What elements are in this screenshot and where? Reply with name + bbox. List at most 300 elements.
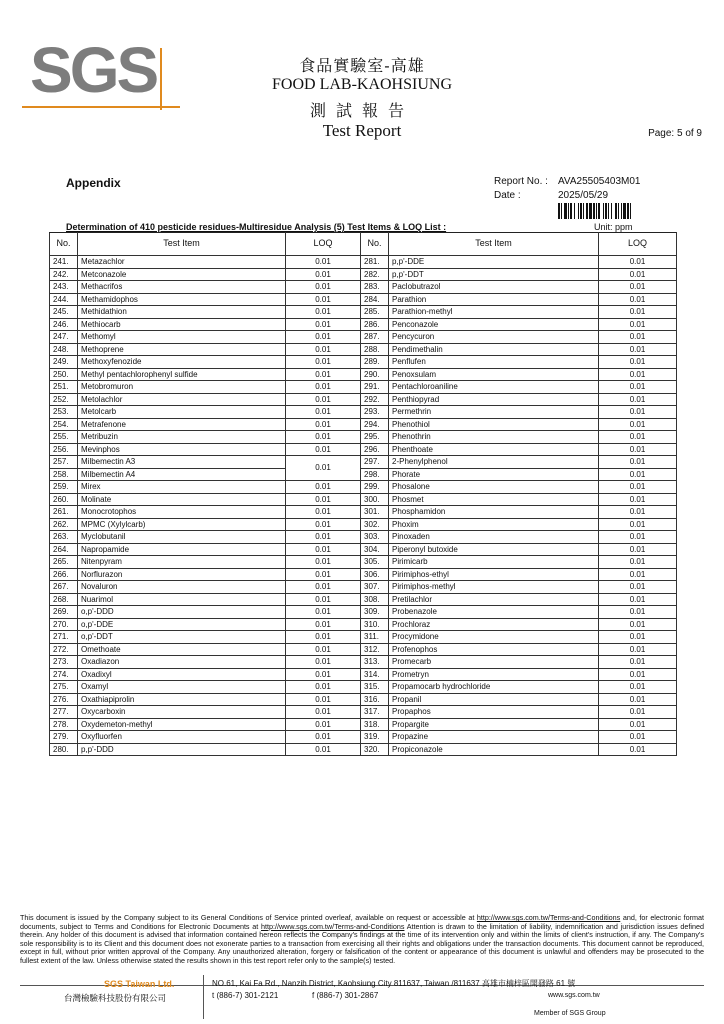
left-loq: 0.01 [286,418,361,431]
right-test-item: Promecarb [389,656,599,669]
table-row [50,318,677,331]
barcode-bar [561,203,562,219]
right-test-item: Phosmet [389,493,599,506]
left-loq: 0.01 [286,731,361,744]
left-test-item: Oxyfluorfen [78,731,286,744]
right-row-no: 285. [361,306,389,319]
right-loq: 0.01 [599,731,677,744]
left-row-no: 277. [50,706,78,719]
left-test-item: Oxathiapiprolin [78,693,286,706]
barcode-bar [630,203,631,219]
right-test-item: Phoxim [389,518,599,531]
right-test-item: Phorate [389,468,599,481]
left-test-item: Metazachlor [78,256,286,269]
left-test-item: Monocrotophos [78,506,286,519]
left-row-no: 262. [50,518,78,531]
right-loq: 0.01 [599,318,677,331]
table-row [50,268,677,281]
left-test-item: Methidathion [78,306,286,319]
col-loq-right: LOQ [599,233,677,256]
left-loq: 0.01 [286,643,361,656]
left-loq: 0.01 [286,656,361,669]
barcode-bar [621,203,622,219]
right-row-no: 320. [361,743,389,756]
left-loq: 0.01 [286,706,361,719]
left-loq: 0.01 [286,381,361,394]
right-row-no: 317. [361,706,389,719]
report-title: Test Report [322,121,402,140]
left-row-no: 265. [50,556,78,569]
right-test-item: Pencycuron [389,331,599,344]
right-row-no: 306. [361,568,389,581]
table-row [50,406,677,419]
right-row-no: 314. [361,668,389,681]
right-row-no: 282. [361,268,389,281]
left-test-item: Molinate [78,493,286,506]
right-row-no: 289. [361,356,389,369]
barcode-bar [603,203,604,219]
left-row-no: 244. [50,293,78,306]
left-test-item: Oxycarboxin [78,706,286,719]
left-row-no: 263. [50,531,78,544]
right-test-item: Parathion-methyl [389,306,599,319]
left-test-item: MPMC (Xylylcarb) [78,518,286,531]
table-header-row [50,233,677,256]
table-row [50,581,677,594]
right-row-no: 302. [361,518,389,531]
left-test-item: Metobromuron [78,381,286,394]
right-test-item: Piperonyl butoxide [389,543,599,556]
left-loq: 0.01 [286,531,361,544]
left-row-no: 249. [50,356,78,369]
left-test-item: Methoxyfenozide [78,356,286,369]
table-row [50,468,677,481]
col-no-right: No. [361,233,389,256]
left-loq: 0.01 [286,693,361,706]
right-loq: 0.01 [599,506,677,519]
left-loq: 0.01 [286,406,361,419]
page-number: Page: 5 of 9 [648,128,702,139]
left-loq: 0.01 [286,618,361,631]
table-row [50,306,677,319]
right-loq: 0.01 [599,381,677,394]
right-loq: 0.01 [599,618,677,631]
right-loq: 0.01 [599,581,677,594]
left-loq: 0.01 [286,481,361,494]
right-test-item: Phenothrin [389,431,599,444]
left-loq: 0.01 [286,568,361,581]
left-test-item: Methoprene [78,343,286,356]
right-loq: 0.01 [599,681,677,694]
table-row [50,518,677,531]
left-row-no: 243. [50,281,78,294]
right-row-no: 301. [361,506,389,519]
right-test-item: Penflufen [389,356,599,369]
barcode-bar [558,203,560,219]
right-test-item: Prometryn [389,668,599,681]
right-test-item: Phenothiol [389,418,599,431]
right-test-item: Pirimiphos-ethyl [389,568,599,581]
right-loq: 0.01 [599,281,677,294]
right-test-item: Permethrin [389,406,599,419]
right-test-item: Pretilachlor [389,593,599,606]
right-loq: 0.01 [599,656,677,669]
left-loq: 0.01 [286,743,361,756]
right-loq: 0.01 [599,456,677,469]
right-test-item: Phosphamidon [389,506,599,519]
left-test-item: Metolachlor [78,393,286,406]
right-row-no: 288. [361,343,389,356]
table-row [50,631,677,644]
barcode-bar [608,203,609,219]
table-row [50,356,677,369]
left-row-no: 275. [50,681,78,694]
barcode-bar [568,203,569,219]
table-row [50,368,677,381]
left-test-item: Mevinphos [78,443,286,456]
report-no-label: Report No. : [494,176,548,187]
left-row-no: 272. [50,643,78,656]
table-row [50,643,677,656]
table-row [50,606,677,619]
left-loq: 0.01 [286,593,361,606]
right-row-no: 290. [361,368,389,381]
left-test-item: Nitenpyram [78,556,286,569]
right-loq: 0.01 [599,668,677,681]
table-row [50,343,677,356]
footer-vertical-divider [203,975,204,1019]
barcode-bar [627,203,629,219]
right-row-no: 281. [361,256,389,269]
disclaimer-part-3: Attention is drawn to the limitation of liability, indemnification and jurisdiction issues defined therein. Any holder of this document is advised that information contained hereon reflects the Company's findings at the time of its intervention only and within the limits of client's instruction, if any. The Company's sole responsibility is to its Client and this document does not exonerate parties to a transaction from exercising all their rights and obligations under the transaction documents. This document cannot be reproduced, except in full, without prior written approval of the Company. Any unauthorized alteration, forgery or falsification of the content or appearance of this document is unlawful and offenders may be prosecuted to the fullest extent of the law. Unless otherwise stated the results shown in this test report refer only to the sample(s) tested. [20,921,705,965]
right-loq: 0.01 [599,531,677,544]
right-loq: 0.01 [599,431,677,444]
right-test-item: Penconazole [389,318,599,331]
left-test-item: p,p'-DDD [78,743,286,756]
right-loq: 0.01 [599,331,677,344]
right-loq: 0.01 [599,293,677,306]
right-row-no: 283. [361,281,389,294]
barcode-bar [564,203,567,219]
col-item-right: Test Item [389,233,599,256]
table-row [50,693,677,706]
right-loq: 0.01 [599,443,677,456]
right-loq: 0.01 [599,268,677,281]
right-row-no: 296. [361,443,389,456]
left-loq: 0.01 [286,293,361,306]
table-row [50,431,677,444]
right-row-no: 298. [361,468,389,481]
table-row [50,456,677,469]
barcode-bar [596,203,597,219]
left-test-item: Metconazole [78,268,286,281]
left-loq: 0.01 [286,443,361,456]
left-row-no: 245. [50,306,78,319]
unit-label: Unit: ppm [594,222,633,232]
right-row-no: 303. [361,531,389,544]
right-test-item: Propiconazole [389,743,599,756]
header-english-lab: FOOD LAB-KAOHSIUNG [272,76,452,93]
right-loq: 0.01 [599,256,677,269]
table-row [50,531,677,544]
left-row-no: 258. [50,468,78,481]
right-test-item: Parathion [389,293,599,306]
table-row [50,381,677,394]
right-row-no: 299. [361,481,389,494]
right-row-no: 309. [361,606,389,619]
col-loq-left: LOQ [286,233,361,256]
left-test-item: Methacrifos [78,281,286,294]
left-row-no: 254. [50,418,78,431]
left-row-no: 268. [50,593,78,606]
left-row-no: 256. [50,443,78,456]
left-test-item: Oxadiazon [78,656,286,669]
right-loq: 0.01 [599,368,677,381]
left-loq: 0.01 [286,668,361,681]
left-loq: 0.01 [286,631,361,644]
left-test-item: Myclobutanil [78,531,286,544]
right-row-no: 294. [361,418,389,431]
left-loq: 0.01 [286,393,361,406]
right-row-no: 297. [361,456,389,469]
left-row-no: 278. [50,718,78,731]
right-loq: 0.01 [599,343,677,356]
left-loq: 0.01 [286,256,361,269]
table-row [50,256,677,269]
right-row-no: 291. [361,381,389,394]
left-test-item: Milbemectin A4 [78,468,286,481]
left-test-item: Metolcarb [78,406,286,419]
left-row-no: 270. [50,618,78,631]
barcode-image [558,203,660,219]
table-row [50,493,677,506]
left-test-item: o,p'-DDE [78,618,286,631]
right-loq: 0.01 [599,568,677,581]
left-loq: 0.01 [286,681,361,694]
table-row [50,743,677,756]
left-loq: 0.01 [286,456,361,481]
footer-member: Member of SGS Group [534,1010,606,1017]
right-row-no: 286. [361,318,389,331]
left-loq: 0.01 [286,506,361,519]
left-row-no: 246. [50,318,78,331]
right-row-no: 300. [361,493,389,506]
right-row-no: 305. [361,556,389,569]
left-row-no: 267. [50,581,78,594]
left-loq: 0.01 [286,718,361,731]
right-row-no: 292. [361,393,389,406]
table-row [50,481,677,494]
barcode-bar [605,203,607,219]
right-loq: 0.01 [599,556,677,569]
right-test-item: Propazine [389,731,599,744]
table-row [50,331,677,344]
left-row-no: 253. [50,406,78,419]
left-loq: 0.01 [286,581,361,594]
header-chinese-lab: 食品實驗室-高雄 [299,56,425,75]
left-loq: 0.01 [286,543,361,556]
left-loq: 0.01 [286,306,361,319]
right-row-no: 319. [361,731,389,744]
right-test-item: Propargite [389,718,599,731]
table-row [50,681,677,694]
right-test-item: Paclobutrazol [389,281,599,294]
footer-website[interactable]: www.sgs.com.tw [548,992,600,999]
footer-company-cn: 台灣檢驗科技股份有限公司 [64,994,167,1004]
left-row-no: 247. [50,331,78,344]
left-test-item: Novaluron [78,581,286,594]
table-row [50,543,677,556]
right-test-item: p,p'-DDT [389,268,599,281]
table-row [50,718,677,731]
right-loq: 0.01 [599,406,677,419]
table-row [50,706,677,719]
right-row-no: 287. [361,331,389,344]
table-row [50,668,677,681]
barcode-bar [611,203,612,219]
right-test-item: Probenazole [389,606,599,619]
table-row [50,506,677,519]
left-loq: 0.01 [286,318,361,331]
left-loq: 0.01 [286,518,361,531]
left-row-no: 260. [50,493,78,506]
right-loq: 0.01 [599,481,677,494]
footer-company-en: SGS Taiwan Ltd. [104,979,175,989]
left-test-item: Omethoate [78,643,286,656]
table-row [50,556,677,569]
left-loq: 0.01 [286,431,361,444]
terms-link-2[interactable]: http://www.sgs.com.tw/Terms-and-Conditions [261,921,405,931]
barcode-bar [580,203,582,219]
left-row-no: 264. [50,543,78,556]
left-loq: 0.01 [286,356,361,369]
table-row [50,618,677,631]
appendix-heading: Appendix [66,176,121,190]
right-row-no: 307. [361,581,389,594]
barcode-bar [618,203,619,219]
right-test-item: Procymidone [389,631,599,644]
right-test-item: Pentachloroaniline [389,381,599,394]
right-row-no: 312. [361,643,389,656]
right-test-item: Pinoxaden [389,531,599,544]
right-row-no: 311. [361,631,389,644]
left-row-no: 266. [50,568,78,581]
left-test-item: Methamidophos [78,293,286,306]
left-test-item: Methomyl [78,331,286,344]
table-row [50,293,677,306]
left-test-item: Napropamide [78,543,286,556]
col-no-left: No. [50,233,78,256]
right-test-item: p,p'-DDE [389,256,599,269]
barcode-bar [583,203,584,219]
left-loq: 0.01 [286,281,361,294]
date-value: 2025/05/29 [558,190,609,201]
left-loq: 0.01 [286,343,361,356]
right-loq: 0.01 [599,393,677,406]
left-row-no: 271. [50,631,78,644]
barcode-bar [589,203,592,219]
barcode-bar [586,203,588,219]
left-test-item: Milbemectin A3 [78,456,286,469]
right-row-no: 284. [361,293,389,306]
right-loq: 0.01 [599,418,677,431]
barcode-bar [578,203,579,219]
left-test-item: o,p'-DDT [78,631,286,644]
right-loq: 0.01 [599,693,677,706]
right-test-item: Profenophos [389,643,599,656]
right-row-no: 310. [361,618,389,631]
left-loq: 0.01 [286,268,361,281]
right-loq: 0.01 [599,606,677,619]
terms-link-1[interactable]: http://www.sgs.com.tw/Terms-and-Conditions [476,913,621,922]
left-row-no: 252. [50,393,78,406]
right-loq: 0.01 [599,356,677,369]
left-test-item: Norflurazon [78,568,286,581]
left-loq: 0.01 [286,331,361,344]
report-no-value: AVA25505403M01 [558,176,641,187]
determination-caption: Determination of 410 pesticide residues-Multiresidue Analysis (5) Test Items & LOQ List : [66,222,447,232]
left-loq: 0.01 [286,368,361,381]
left-row-no: 279. [50,731,78,744]
disclaimer-text [20,914,704,966]
left-row-no: 273. [50,656,78,669]
table-row [50,656,677,669]
left-row-no: 257. [50,456,78,469]
right-loq: 0.01 [599,593,677,606]
col-item-left: Test Item [78,233,286,256]
left-row-no: 274. [50,668,78,681]
report-date [494,190,608,201]
right-loq: 0.01 [599,743,677,756]
right-loq: 0.01 [599,518,677,531]
right-loq: 0.01 [599,631,677,644]
left-row-no: 255. [50,431,78,444]
right-test-item: Propanil [389,693,599,706]
table-row [50,281,677,294]
left-row-no: 276. [50,693,78,706]
barcode-bar [593,203,595,219]
right-test-item: Prochloraz [389,618,599,631]
right-row-no: 313. [361,656,389,669]
left-row-no: 241. [50,256,78,269]
right-row-no: 315. [361,681,389,694]
right-test-item: Pendimethalin [389,343,599,356]
right-loq: 0.01 [599,718,677,731]
barcode-bar [615,203,617,219]
left-row-no: 248. [50,343,78,356]
disclaimer-part-1: This document is issued by the Company subject to its General Conditions of Service printed overleaf, available on request or accessible at [20,913,477,922]
disclaimer-part-2: and, for electronic format documents, subject to Terms and Conditions for Electronic Documents at [20,913,704,931]
right-test-item: Penthiopyrad [389,393,599,406]
left-row-no: 261. [50,506,78,519]
barcode-bar [574,203,575,219]
right-test-item: Propamocarb hydrochloride [389,681,599,694]
barcode-bar [598,203,600,219]
right-row-no: 318. [361,718,389,731]
left-loq: 0.01 [286,493,361,506]
table-row [50,443,677,456]
right-loq: 0.01 [599,706,677,719]
sgs-logo: SGS [30,34,157,106]
right-test-item: 2-Phenylphenol [389,456,599,469]
right-row-no: 308. [361,593,389,606]
right-test-item: Pirimiphos-methyl [389,581,599,594]
footer-phone: t (886-7) 301-2121 [212,991,279,1000]
footer-fax: f (886-7) 301-2867 [312,991,379,1000]
left-loq: 0.01 [286,606,361,619]
right-loq: 0.01 [599,468,677,481]
left-test-item: Oxydemeton-methyl [78,718,286,731]
